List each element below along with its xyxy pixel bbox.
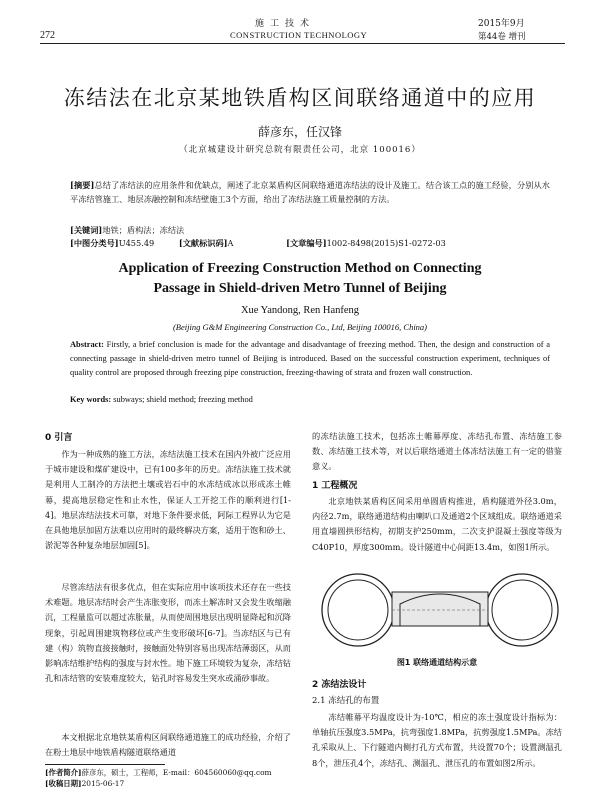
section-2-1-heading: 2.1 冻结孔的布置: [312, 696, 380, 706]
abstract-cn-text: 总结了冻结法的应用条件和优缺点，阐述了北京某盾构区间联络通道冻结法的设计及施工。结合该工点的施工经验，分别从水平冻结管施工、地层冻融控制和冻结壁施工3个方面，给出了冻结法施工质量控制的方法。: [70, 180, 550, 204]
footnote-rule: [45, 764, 165, 765]
abstract-en: [70, 338, 550, 380]
section-1-heading: 1 工程概况: [312, 481, 358, 491]
journal-name-cn: 施工技术: [255, 19, 316, 29]
keywords-en-text: subways; shield method; freezing method: [113, 395, 253, 404]
keywords-en: [70, 395, 550, 404]
keywords-cn-text: 地铁；盾构法；冻结法: [102, 225, 185, 235]
left-tunnel-outer: [322, 574, 394, 646]
section-2-1-paragraph: 冻结帷幕平均温度设计为-10℃，相应的冻土强度设计指标为：单轴抗压强度3.5MPa，抗弯强度1.8MPa，抗剪强度1.5MPa。冻结孔采取从上、下行隧道内侧打孔方式布置，共设置70个；设置测温孔8个，泄压孔4个，冻结孔、测温孔、泄压孔的布置如图2所示。: [312, 712, 562, 768]
paper-title-cn: 冻结法在北京某地铁盾构区间联络通道中的应用: [63, 86, 537, 110]
clc-value: U455.49: [118, 238, 155, 248]
keywords-cn-label: [关键词]: [70, 225, 103, 235]
article-number-value: 1002-8498(2015)S1-0272-03: [326, 238, 446, 248]
figure-1-drawing: [320, 570, 560, 650]
connecting-passage: [392, 592, 488, 626]
header-rule: [40, 43, 565, 44]
classification-line: [70, 238, 446, 249]
journal-name-en: CONSTRUCTION TECHNOLOGY: [230, 30, 368, 40]
affiliation-en: (Beijing G&M Engineering Construction Co., Ltd, Beijing 100016, China): [172, 322, 428, 332]
section-2-heading: 2 冻结法设计: [312, 680, 367, 690]
section-0-paragraph-1: 作为一种成熟的施工方法，冻结法施工技术在国内外被广泛应用于城市建设和煤矿建设中，已有100多年的历史。冻结法施工技术就是利用人工制冷的方法把土壤或岩石中的水冻结成冰以形成冻土帷幕，提高地层稳定性和止水性，保证人工开挖工作的顺利进行[1-4]。地层冻结法技术可靠，对地下条件要求低，阿际工程界认为它是在具他地层加固方法难以应用时的最终解决方案，适用于饱和砂土、淤泥等各种复杂地层加固[5]。: [45, 449, 291, 551]
authors-cn: 薛彦东，任汉锋: [257, 125, 342, 139]
clc-label: [中图分类号]: [70, 238, 119, 248]
issue-volume: 第44卷 增刊: [478, 32, 526, 42]
affiliation-cn: （北京城建设计研究总院有限责任公司，北京 100016）: [179, 145, 421, 155]
footnote-received: [收稿日期]2015-06-17: [45, 779, 125, 788]
doc-code-value: A: [227, 238, 234, 248]
article-number-label: [文章编号]: [286, 238, 327, 248]
figure-1-caption: 图1 联络通道结构示意: [396, 658, 478, 667]
section-0-paragraph-2: 尽管冻结法有很多优点，但在实际应用中该项技术还存在一些技术难题。地层冻结时会产生冻胀变形，而冻土解冻时又会发生收缩融沉，工程量监可以超过冻胀量，从而使周围地层出现明显降起和沉降现象，引起周围建筑物移位或产生变形破坏[6-7]。当冻结区与已有建（构）筑物直接接触时，接触面处特别容易出现冻结薄弱区，从而影响冻结维护结构的强度与封水性。地下施工环境较为复杂，冻结钻孔和冻结管的安装难度较大，钻孔时容易发生突水或涌砂事故。: [45, 582, 291, 684]
right-tunnel-outer: [486, 574, 558, 646]
abstract-cn: [70, 178, 550, 206]
footnote-author: [作者简介]薛彦东，硕士，工程师，E-mail：604560060@qq.com: [45, 768, 272, 777]
footnote: [45, 767, 305, 789]
right-tunnel-inner: [492, 580, 552, 640]
section-0-heading: 0 引言: [45, 433, 73, 443]
left-tunnel-inner: [328, 580, 388, 640]
figure-1: [320, 570, 560, 650]
authors-en: Xue Yandong, Ren Hanfeng: [240, 305, 360, 316]
abstract-en-label: Abstract:: [70, 340, 104, 349]
abstract-cn-label: [摘要]: [70, 180, 95, 190]
section-1-paragraph: 北京地铁某盾构区间采用单圆盾构推进，盾构隧道外径3.0m，内径2.7m，联络通道结构由喇叭口及通道2个区域组成。联络通道采用直墙圆拱形结构，初期支护250mm，二次支护混凝土强度等级为C40P10，厚度300mm。设计隧道中心间距13.4m，如图1所示。: [312, 496, 562, 552]
keywords-en-label: Key words:: [70, 395, 112, 404]
continued-paragraph: 的冻结法施工技术，包括冻土帷幕厚度、冻结孔布置、冻结施工参数、冻结施工技术等，对以后联络通道土体冻结法施工有一定的借鉴意义。: [312, 431, 562, 472]
keywords-cn: [70, 223, 550, 237]
paper-title-en: Application of Freezing Construction Method on Connecting Passage in Shield-driven Metro Tunnel of Beijing: [118, 261, 482, 296]
page-number: 272: [40, 30, 55, 41]
doc-code-label: [文献标识码]: [178, 238, 228, 248]
issue-date: 2015年9月: [478, 19, 525, 29]
abstract-en-text: Firstly, a brief conclusion is made for the advantage and disadvantage of freezing method. Then, the design and construction of a connecting passage in shield-driven metro tunnel of Beijing is introduced. Based on the successful construction experiment, techniques of quality control are proposed through freezing pipe construction, freezing-thawing of strata and frozen wall construction.: [70, 340, 550, 377]
section-0-paragraph-3: 本文根据北京地铁某盾构区间联络通道施工的成功经验，介绍了在粉土地层中地铁盾构隧道联络通道: [45, 732, 291, 758]
